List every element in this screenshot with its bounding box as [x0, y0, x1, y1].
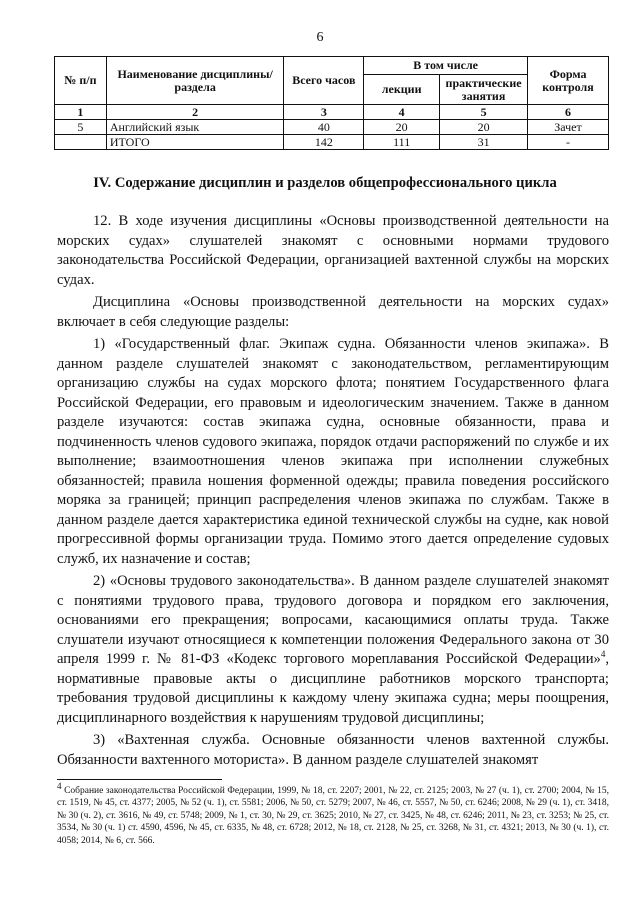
cell-lectures: 111 — [364, 135, 440, 150]
col-number: 5 — [440, 105, 528, 120]
cell-total: 40 — [284, 120, 364, 135]
table-row — [55, 120, 609, 135]
paragraph-text: 2) «Основы трудового законодательства». В данном разделе слушателей знакомят с понятиями трудового права, трудового договора и порядком его заключения, основаниями его прекращения; вопросами, касающимися оплаты труда. Также слушатели изучают относящиеся к компетенции положения Федерального закона от 30 апреля 1999 г. № 81-ФЗ «Кодекс торгового мореплавания Российской Федерации» — [57, 573, 609, 667]
cell-control: Зачет — [528, 120, 609, 135]
header-practice: практические занятия — [440, 75, 528, 105]
page-number: 6 — [316, 30, 324, 45]
col-number: 2 — [106, 105, 284, 120]
header-name: Наименование дисциплины/раздела — [106, 57, 284, 105]
section-heading: IV. Содержание дисциплин и разделов общепрофессионального цикла — [93, 175, 557, 191]
table-number-row — [55, 105, 609, 120]
footnote-reference[interactable]: 4 — [600, 649, 606, 660]
courses-table — [54, 56, 609, 150]
table-header-row — [55, 57, 609, 75]
footnote — [57, 780, 609, 847]
col-number: 6 — [528, 105, 609, 120]
footnote-mark: 4 — [57, 780, 62, 791]
paragraph: 1) «Государственный флаг. Экипаж судна. Обязанности членов экипажа». В данном разделе слушателей знакомят с законодательством, регламентирующим организацию службы на судах морского флота; понятием Государственного флага Российской Федерации, его правовым и идеологическим значением. Также в данном разделе изучаются: состав экипажа судна, основные обязанности, права и подчиненность членов судового экипажа, порядок отдачи распоряжений по службе и их выполнение; взаимоотношения членов экипажа при исполнении служебных обязанностей; правила ношения форменной одежды; правила поведения российского моряка за границей; принцип распределения членов экипажа по службам. Также в данном разделе дается характеристика единой технической службы на судне, как новой прогрессивной формы организации труда. Помимо этого дается определение судовых служб, их назначение и состав; — [57, 336, 609, 567]
footnote-divider — [57, 779, 222, 780]
cell-name: ИТОГО — [106, 135, 284, 150]
col-number: 3 — [284, 105, 364, 120]
cell-num: 5 — [55, 120, 107, 135]
cell-name: Английский язык — [106, 120, 284, 135]
footnote-text: Собрание законодательства Российской Федерации, 1999, № 18, ст. 2207; 2001, № 22, ст. 2125; 2003, № 27 (ч. 1), ст. 2700; 2004, № 15, ст. 1519, № 45, ст. 4377; 2005, № 52 (ч. 1), ст. 5581; 2006, № 50, ст. 5279; 2007, № 46, ст. 5557, № 50, ст. 6246; 2008, № 29 (ч. 1), ст. 3418, № 30 (ч. 2), ст. 3616, № 49, ст. 5748; 2009, № 1, ст. 30, № 29, ст. 3625; 2010, № 27, ст. 3425, № 48, ст. 6246; 2011, № 23, ст. 3253; № 25, ст. 3534, № 30 (ч. 1) ст. 4590, 4596, № 45, ст. 6335, № 48, ст. 6728; 2012, № 18, ст. 2128, № 25, ст. 3268, № 31, ст. 4321; 2013, № 30 (ч. 1), ст. 4058; 2014, № 6, ст. 566. — [57, 786, 609, 846]
cell-control: - — [528, 135, 609, 150]
paragraph — [57, 572, 609, 728]
header-num: № п/п — [55, 57, 107, 105]
cell-practice: 20 — [440, 120, 528, 135]
col-number: 4 — [364, 105, 440, 120]
cell-lectures: 20 — [364, 120, 440, 135]
paragraph: Дисциплина «Основы производственной деятельности на морских судах» включает в себя следующие разделы: — [57, 294, 609, 330]
header-total: Всего часов — [284, 57, 364, 105]
paragraph: 3) «Вахтенная служба. Основные обязанности членов вахтенной службы. Обязанности вахтенного моториста». В данном разделе слушателей знакомят — [57, 732, 609, 768]
header-lectures: лекции — [364, 75, 440, 105]
header-control: Форма контроля — [528, 57, 609, 105]
cell-total: 142 — [284, 135, 364, 150]
cell-practice: 31 — [440, 135, 528, 150]
cell-num — [55, 135, 107, 150]
table-total-row — [55, 135, 609, 150]
header-including: В том числе — [364, 57, 528, 75]
paragraph: 12. В ходе изучения дисциплины «Основы производственной деятельности на морских судах» слушателей знакомят с основными нормами трудового законодательства Российской Федерации, организацией вахтенной службы на морских судах. — [57, 213, 609, 288]
col-number: 1 — [55, 105, 107, 120]
paragraph-text: , нормативные правовые акты о дисциплине работников морского транспорта; требования трудовой дисциплины к каждому члену экипажа судна; меры поощрения, дисциплинарного воздействия к нарушениям трудовой дисциплины; — [57, 651, 609, 726]
body-text — [57, 212, 609, 773]
